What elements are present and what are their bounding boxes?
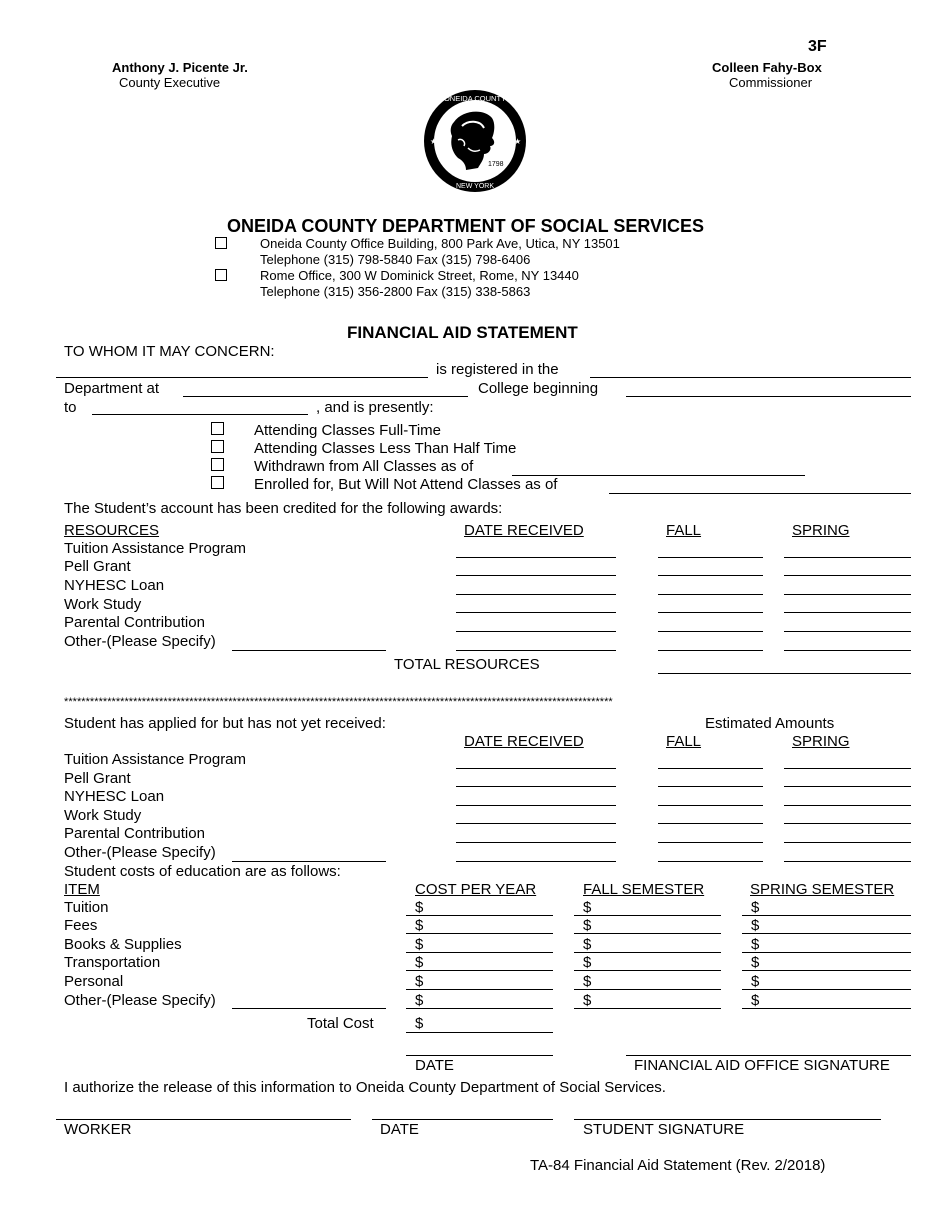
date-received-line[interactable] — [456, 557, 616, 558]
resource-item: Other-(Please Specify) — [64, 633, 216, 650]
currency-symbol: $ — [415, 954, 424, 971]
currency-symbol: $ — [583, 899, 592, 916]
resource-item: NYHESC Loan — [64, 577, 165, 594]
college-beginning-label: College beginning — [478, 380, 599, 397]
currency-symbol: $ — [583, 917, 592, 934]
end-date-line[interactable] — [92, 414, 308, 415]
fall-amount-line[interactable] — [658, 612, 763, 613]
fa-signature-label: FINANCIAL AID OFFICE SIGNATURE — [634, 1057, 890, 1074]
pending-date-header: DATE RECEIVED — [464, 733, 584, 750]
full-time-checkbox[interactable] — [211, 422, 224, 435]
pending-date-line[interactable] — [456, 805, 616, 806]
pending-item: Parental Contribution — [64, 825, 205, 842]
pending-spring-line[interactable] — [784, 786, 911, 787]
office1-address: Oneida County Office Building, 800 Park Ave, Utica, NY 13501 — [260, 236, 620, 251]
not-attend-checkbox[interactable] — [211, 476, 224, 489]
pending-spring-line[interactable] — [784, 823, 911, 824]
worker-label: WORKER — [64, 1121, 132, 1138]
currency-symbol: $ — [751, 936, 760, 953]
office1-checkbox[interactable] — [215, 237, 227, 249]
currency-symbol: $ — [751, 992, 760, 1009]
currency-symbol: $ — [415, 899, 424, 916]
office2-phone: Telephone (315) 356-2800 Fax (315) 338-5863 — [260, 284, 531, 299]
fall-amount-line[interactable] — [658, 650, 763, 651]
fa-date-label: DATE — [415, 1057, 454, 1074]
cost-year-line[interactable] — [406, 989, 553, 990]
cost-item: Other-(Please Specify) — [64, 992, 216, 1009]
spring-amount-line[interactable] — [784, 650, 911, 651]
credited-statement: The Student’s account has been credited for the following awards: — [64, 500, 503, 517]
cost-fall-line[interactable] — [574, 952, 721, 953]
cost-spring-line[interactable] — [742, 970, 911, 971]
county-executive-name: Anthony J. Picente Jr. — [112, 60, 248, 75]
pending-item: Tuition Assistance Program — [64, 751, 247, 768]
withdrawn-checkbox[interactable] — [211, 458, 224, 471]
student-date-line[interactable] — [372, 1119, 553, 1120]
cost-fall-line[interactable] — [574, 933, 721, 934]
authorization-text: I authorize the release of this information to Oneida County Department of Social Services. — [64, 1079, 666, 1096]
status-option: Withdrawn from All Classes as of — [254, 458, 474, 475]
date-received-line[interactable] — [456, 575, 616, 576]
currency-symbol: $ — [751, 917, 760, 934]
department-line[interactable] — [590, 377, 911, 378]
less-half-time-checkbox[interactable] — [211, 440, 224, 453]
currency-symbol: $ — [751, 973, 760, 990]
currency-symbol: $ — [583, 954, 592, 971]
resources-header: RESOURCES — [64, 522, 160, 539]
cost-spring-line[interactable] — [742, 1008, 911, 1009]
currency-symbol: $ — [415, 973, 424, 990]
commissioner-name: Colleen Fahy-Box — [712, 60, 822, 75]
date-received-line[interactable] — [456, 594, 616, 595]
fa-signature-line[interactable] — [626, 1055, 911, 1056]
pending-date-line[interactable] — [456, 823, 616, 824]
status-option: Attending Classes Full-Time — [254, 422, 442, 439]
currency-symbol: $ — [751, 954, 760, 971]
spring-amount-line[interactable] — [784, 557, 911, 558]
item-header: ITEM — [64, 881, 100, 898]
total-cost-line[interactable] — [406, 1032, 553, 1033]
cost-item: Tuition — [64, 899, 109, 916]
begin-date-line[interactable] — [626, 396, 911, 397]
other-specify-line[interactable] — [232, 650, 386, 651]
resource-item: Tuition Assistance Program — [64, 540, 247, 557]
currency-symbol: $ — [583, 936, 592, 953]
student-name-line[interactable] — [56, 377, 428, 378]
currency-symbol: $ — [415, 936, 424, 953]
spring-amount-line[interactable] — [784, 594, 911, 595]
pending-date-line[interactable] — [456, 768, 616, 769]
form-code: 3F — [808, 38, 827, 55]
cost-item: Fees — [64, 917, 98, 934]
fall-semester-header: FALL SEMESTER — [583, 881, 705, 898]
currency-symbol: $ — [415, 917, 424, 934]
pending-item: Work Study — [64, 807, 142, 824]
total-cost-label: Total Cost — [307, 1015, 374, 1032]
spring-semester-header: SPRING SEMESTER — [750, 881, 895, 898]
registered-text: is registered in the — [436, 361, 559, 378]
form-title: FINANCIAL AID STATEMENT — [347, 323, 578, 342]
cost-fall-line[interactable] — [574, 1008, 721, 1009]
svg-text:★: ★ — [430, 137, 438, 146]
form-footer: TA-84 Financial Aid Statement (Rev. 2/2018) — [530, 1157, 826, 1174]
pending-spring-line[interactable] — [784, 842, 911, 843]
pending-fall-line[interactable] — [658, 861, 763, 862]
cost-year-line[interactable] — [406, 970, 553, 971]
currency-symbol: $ — [415, 992, 424, 1009]
resource-item: Parental Contribution — [64, 614, 205, 631]
pending-spring-header: SPRING — [792, 733, 850, 750]
cost-item: Transportation — [64, 954, 161, 971]
spring-header: SPRING — [792, 522, 850, 539]
date-received-line[interactable] — [456, 650, 616, 651]
cost-spring-line[interactable] — [742, 989, 911, 990]
not-attend-date-line[interactable] — [609, 493, 911, 494]
fall-amount-line[interactable] — [658, 575, 763, 576]
agency-name: ONEIDA COUNTY DEPARTMENT OF SOCIAL SERVICES — [227, 216, 705, 236]
date-received-line[interactable] — [456, 612, 616, 613]
student-date-label: DATE — [380, 1121, 419, 1138]
pending-item: Pell Grant — [64, 770, 131, 787]
office1-phone: Telephone (315) 798-5840 Fax (315) 798-6406 — [260, 252, 531, 267]
to-label: to — [64, 399, 77, 416]
seal-top-text: ONEIDA COUNTY — [443, 94, 507, 103]
cost-per-year-header: COST PER YEAR — [415, 881, 537, 898]
cost-fall-line[interactable] — [574, 989, 721, 990]
worker-line[interactable] — [56, 1119, 351, 1120]
county-seal-icon — [422, 88, 528, 194]
total-resources-line[interactable] — [658, 673, 911, 674]
office2-address: Rome Office, 300 W Dominick Street, Rome, NY 13440 — [260, 268, 579, 283]
cost-year-line[interactable] — [406, 1008, 553, 1009]
office2-checkbox[interactable] — [215, 269, 227, 281]
commissioner-title: Commissioner — [729, 75, 813, 90]
cost-fall-line[interactable] — [574, 915, 721, 916]
cost-year-line[interactable] — [406, 933, 553, 934]
pending-spring-line[interactable] — [784, 861, 911, 862]
pending-item: NYHESC Loan — [64, 788, 165, 805]
spring-amount-line[interactable] — [784, 631, 911, 632]
pending-spring-line[interactable] — [784, 768, 911, 769]
spring-amount-line[interactable] — [784, 612, 911, 613]
status-option: Attending Classes Less Than Half Time — [254, 440, 517, 457]
cost-spring-line[interactable] — [742, 952, 911, 953]
pending-fall-header: FALL — [666, 733, 702, 750]
currency-symbol: $ — [751, 899, 760, 916]
currency-symbol: $ — [583, 992, 592, 1009]
resource-item: Pell Grant — [64, 558, 131, 575]
department-at-label: Department at — [64, 380, 160, 397]
fall-amount-line[interactable] — [658, 557, 763, 558]
cost-other-line[interactable] — [232, 1008, 386, 1009]
pending-other-line[interactable] — [232, 861, 386, 862]
date-received-line[interactable] — [456, 631, 616, 632]
fall-header: FALL — [666, 522, 702, 539]
student-signature-label: STUDENT SIGNATURE — [583, 1121, 745, 1138]
total-cost-currency: $ — [415, 1015, 424, 1032]
pending-statement: Student has applied for but has not yet received: — [64, 715, 386, 732]
estimated-amounts-label: Estimated Amounts — [705, 715, 835, 732]
cost-year-line[interactable] — [406, 915, 553, 916]
pending-date-line[interactable] — [456, 786, 616, 787]
status-option: Enrolled for, But Will Not Attend Classes as of — [254, 476, 558, 493]
fall-amount-line[interactable] — [658, 631, 763, 632]
cost-spring-line[interactable] — [742, 933, 911, 934]
cost-year-line[interactable] — [406, 952, 553, 953]
cost-item: Books & Supplies — [64, 936, 182, 953]
svg-text:★: ★ — [514, 137, 522, 146]
pending-fall-line[interactable] — [658, 842, 763, 843]
greeting: TO WHOM IT MAY CONCERN: — [64, 343, 275, 360]
county-executive-title: County Executive — [119, 75, 221, 90]
date-received-header: DATE RECEIVED — [464, 522, 584, 539]
pending-fall-line[interactable] — [658, 768, 763, 769]
presently-text: , and is presently: — [316, 399, 434, 416]
fall-amount-line[interactable] — [658, 594, 763, 595]
cost-spring-line[interactable] — [742, 915, 911, 916]
cost-item: Personal — [64, 973, 124, 990]
currency-symbol: $ — [583, 973, 592, 990]
total-resources-label: TOTAL RESOURCES — [394, 656, 540, 673]
fa-date-line[interactable] — [406, 1055, 553, 1056]
resource-item: Work Study — [64, 596, 142, 613]
separator: ******************************************************************************************************************************* — [64, 696, 613, 708]
pending-date-line[interactable] — [456, 861, 616, 862]
college-name-line[interactable] — [183, 396, 468, 397]
costs-statement: Student costs of education are as follows: — [64, 863, 341, 880]
pending-fall-line[interactable] — [658, 823, 763, 824]
pending-fall-line[interactable] — [658, 786, 763, 787]
pending-item: Other-(Please Specify) — [64, 844, 216, 861]
pending-date-line[interactable] — [456, 842, 616, 843]
pending-spring-line[interactable] — [784, 805, 911, 806]
seal-bottom-text: NEW YORK — [456, 183, 494, 190]
pending-fall-line[interactable] — [658, 805, 763, 806]
cost-fall-line[interactable] — [574, 970, 721, 971]
spring-amount-line[interactable] — [784, 575, 911, 576]
student-signature-line[interactable] — [574, 1119, 881, 1120]
seal-year: 1798 — [488, 161, 504, 168]
